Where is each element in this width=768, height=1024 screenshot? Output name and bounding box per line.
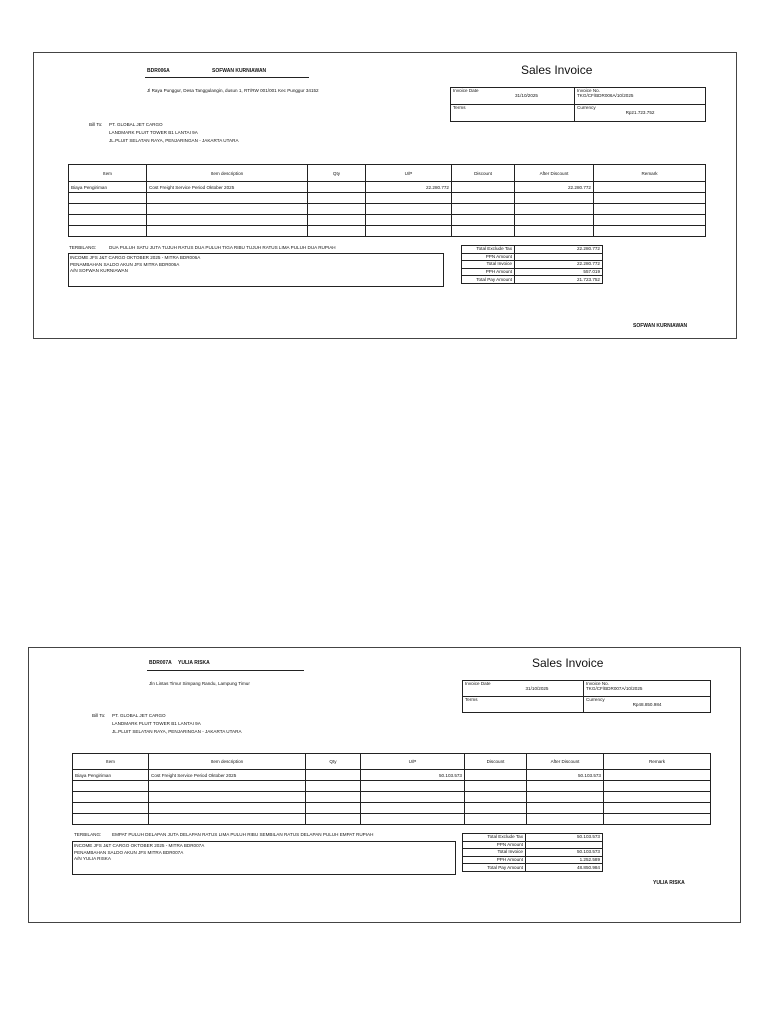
total-exclude-tax-row <box>462 246 603 254</box>
invoice-no-label: Invoice No. <box>577 88 600 93</box>
cell-unit-price <box>361 792 465 803</box>
cell-unit-price: 22.280.772 <box>366 182 452 193</box>
partner-name: YULIA RISKA <box>178 660 210 666</box>
col-header-qty: Qty <box>308 165 366 182</box>
cell-item <box>69 204 147 215</box>
cell-remark <box>594 182 706 193</box>
cell-discount <box>465 770 527 781</box>
invoice-date-value: 31/10/2025 <box>525 686 549 691</box>
invoice-info-table <box>462 680 711 713</box>
cell-description: Cost Freight Service Period Oktober 2025 <box>149 770 306 781</box>
total-invoice-row <box>463 849 603 857</box>
total-exclude-tax-row <box>463 834 603 842</box>
cell-remark <box>594 193 706 204</box>
cell-item <box>69 193 147 204</box>
cell-after-discount <box>515 226 594 237</box>
total-invoice-value: 50.103.573 <box>526 849 603 857</box>
total-invoice-value: 22.280.772 <box>515 261 603 269</box>
cell-after-discount <box>515 193 594 204</box>
bill-to-line-1: PT. GLOBAL JET CARGO <box>112 713 166 718</box>
signature-name: YULIA RISKA <box>653 880 685 886</box>
table-row <box>73 814 711 825</box>
currency-value: Rp21.723.752 <box>625 110 655 115</box>
total-pay-amount-label: Total Pay Amount <box>463 864 526 872</box>
bill-to-line-3: JL.PLUIT SELATAN RAYA, PENJARINGAN - JAKARTA UTARA <box>109 138 239 143</box>
bill-to-line-2: LANDMARK PLUIT TOWER B1 LANTAI 9A <box>112 721 201 726</box>
bill-to-line-1: PT. GLOBAL JET CARGO <box>109 122 163 127</box>
cell-description <box>147 226 308 237</box>
cell-item <box>69 215 147 226</box>
cell-item <box>73 803 149 814</box>
terms-cell <box>451 105 575 122</box>
totals-table <box>461 245 603 284</box>
currency-label: Currency <box>577 105 596 110</box>
cell-qty <box>306 770 361 781</box>
cell-remark <box>594 215 706 226</box>
total-pay-amount-row <box>463 864 603 872</box>
col-header-remark: Remark <box>594 165 706 182</box>
terbilang-label: TERBILANG: <box>69 245 97 250</box>
cell-unit-price <box>361 781 465 792</box>
items-table <box>72 753 711 825</box>
cell-remark <box>594 204 706 215</box>
cell-qty <box>306 814 361 825</box>
invoice-1 <box>33 52 737 339</box>
cell-after-discount <box>527 792 604 803</box>
cell-remark <box>604 803 711 814</box>
total-pay-amount-label: Total Pay Amount <box>462 276 515 284</box>
cell-unit-price <box>366 215 452 226</box>
total-pay-amount-value: 21.723.752 <box>515 276 603 284</box>
cell-unit-price: 50.103.573 <box>361 770 465 781</box>
pph-amount-value: 1.252.589 <box>526 856 603 864</box>
col-header-unit-price: U/P <box>366 165 452 182</box>
partner-code: BDR007A <box>149 660 172 666</box>
cell-discount <box>452 215 515 226</box>
ppn-amount-value <box>515 253 603 261</box>
pph-amount-row <box>462 268 603 276</box>
cell-item <box>73 792 149 803</box>
total-invoice-label: Total Invoice <box>463 849 526 857</box>
table-row <box>73 770 711 781</box>
cell-remark <box>604 792 711 803</box>
cell-description: Cost Freight Service Period Oktober 2025 <box>147 182 308 193</box>
cell-qty <box>306 781 361 792</box>
cell-unit-price <box>366 193 452 204</box>
cell-after-discount <box>527 803 604 814</box>
col-header-qty: Qty <box>306 754 361 770</box>
pph-amount-label: PPH Amount <box>463 856 526 864</box>
header-underline <box>147 670 304 671</box>
invoice-no-value: TKG/CF/BDR006A/10/2025 <box>577 93 634 98</box>
invoice-title: Sales Invoice <box>521 63 593 77</box>
cell-discount <box>465 792 527 803</box>
note-line-1: INCOME JFS J&T CARGO OKTOBER 2025 - MITRA BDR006A <box>70 255 201 260</box>
total-invoice-row <box>462 261 603 269</box>
currency-cell <box>584 697 711 713</box>
cell-discount <box>452 226 515 237</box>
bill-to-line-2: LANDMARK PLUIT TOWER B1 LANTAI 9A <box>109 130 198 135</box>
cell-description <box>149 792 306 803</box>
terms-label: Terms <box>465 697 478 702</box>
cell-after-discount: 50.103.573 <box>527 770 604 781</box>
currency-value: Rp48.850.984 <box>632 702 662 707</box>
note-line-1: INCOME JFS J&T CARGO OKTOBER 2025 - MITRA BDR007A <box>74 843 205 848</box>
col-header-remark: Remark <box>604 754 711 770</box>
pph-amount-row <box>463 856 603 864</box>
col-header-description: Item description <box>149 754 306 770</box>
table-row <box>69 226 706 237</box>
table-row <box>73 792 711 803</box>
invoice-date-cell <box>451 88 575 105</box>
cell-after-discount <box>515 204 594 215</box>
total-pay-amount-value: 48.850.984 <box>526 864 603 872</box>
cell-unit-price <box>361 803 465 814</box>
table-row <box>69 193 706 204</box>
invoice-date-label: Invoice Date <box>465 681 491 686</box>
note-line-2: PENAMBAHAN SALDO AKUN JFS MITRA BDR006A <box>70 261 180 267</box>
cell-item <box>73 781 149 792</box>
ppn-amount-label: PPN Amount <box>462 253 515 261</box>
cell-unit-price <box>361 814 465 825</box>
cell-remark <box>604 814 711 825</box>
items-header-row <box>69 165 706 182</box>
cell-remark <box>604 781 711 792</box>
cell-qty <box>308 215 366 226</box>
terbilang-text: EMPAT PULUH DELAPAN JUTA DELAPAN RATUS LIMA PULUH RIBU SEMBILAN RATUS DELAPAN PULUH EMPAT RUPIAH <box>112 832 374 837</box>
cell-unit-price <box>366 204 452 215</box>
cell-discount <box>465 781 527 792</box>
total-exclude-tax-value: 50.103.573 <box>526 834 603 842</box>
totals-table <box>462 833 603 872</box>
total-exclude-tax-label: Total Exclude Tax <box>462 246 515 254</box>
pph-amount-value: 557.019 <box>515 268 603 276</box>
invoice-title: Sales Invoice <box>532 656 604 670</box>
terms-cell <box>463 697 584 713</box>
header-underline <box>145 77 309 78</box>
invoice-info-table <box>450 87 706 122</box>
table-row <box>69 215 706 226</box>
cell-item: Biaya Pengiriman <box>73 770 149 781</box>
col-header-after-discount: After Discount <box>527 754 604 770</box>
cell-qty <box>308 182 366 193</box>
cell-qty <box>306 792 361 803</box>
currency-label: Currency <box>586 697 605 702</box>
invoice-no-cell <box>575 88 706 105</box>
total-exclude-tax-label: Total Exclude Tax <box>463 834 526 842</box>
terbilang-text: DUA PULUH SATU JUTA TUJUH RATUS DUA PULUH TIGA RIBU TUJUH RATUS LIMA PULUH DUA RUPIAH <box>109 245 336 250</box>
cell-after-discount: 22.280.772 <box>515 182 594 193</box>
cell-qty <box>308 193 366 204</box>
invoice-2 <box>28 647 741 923</box>
cell-after-discount <box>527 781 604 792</box>
terbilang-label: TERBILANG: <box>74 832 102 837</box>
cell-description <box>149 781 306 792</box>
cell-description <box>149 814 306 825</box>
total-invoice-label: Total Invoice <box>462 261 515 269</box>
note-line-3: A/N SOFWAN KURNIAWAN <box>70 268 128 274</box>
invoice-date-label: Invoice Date <box>453 88 479 93</box>
cell-unit-price <box>366 226 452 237</box>
table-row <box>73 803 711 814</box>
invoice-date-cell <box>463 681 584 697</box>
cell-remark <box>604 770 711 781</box>
ppn-amount-label: PPN Amount <box>463 841 526 849</box>
partner-name: SOFWAN KURNIAWAN <box>212 68 267 74</box>
col-header-discount: Discount <box>452 165 515 182</box>
currency-cell <box>575 105 706 122</box>
col-header-item: Item <box>69 165 147 182</box>
pph-amount-label: PPH Amount <box>462 268 515 276</box>
col-header-description: Item description <box>147 165 308 182</box>
cell-discount <box>452 204 515 215</box>
table-row <box>73 781 711 792</box>
cell-after-discount <box>515 215 594 226</box>
bill-to-label: Bill To: <box>89 122 103 127</box>
cell-description <box>147 193 308 204</box>
payment-notes <box>68 253 444 287</box>
cell-qty <box>308 226 366 237</box>
items-table <box>68 164 706 237</box>
total-pay-amount-row <box>462 276 603 284</box>
col-header-after-discount: After Discount <box>515 165 594 182</box>
partner-code: BDR006A <box>147 68 170 74</box>
table-row <box>69 182 706 193</box>
col-header-item: Item <box>73 754 149 770</box>
terms-label: Terms <box>453 105 466 110</box>
bill-to-label: Bill To: <box>92 713 106 718</box>
ppn-amount-row <box>462 253 603 261</box>
invoice-no-value: TKG/CF/BDR007A/10/2025 <box>586 686 643 691</box>
invoice-date-value: 31/10/2025 <box>515 93 538 98</box>
cell-remark <box>594 226 706 237</box>
partner-address: Jln Lintas Timur Simpang Randu, Lampung Timur <box>149 681 250 686</box>
payment-notes <box>72 841 456 875</box>
note-line-2: PENAMBAHAN SALDO AKUN JFS MITRA BDR007A <box>74 849 184 855</box>
ppn-amount-row <box>463 841 603 849</box>
invoice-no-cell <box>584 681 711 697</box>
cell-after-discount <box>527 814 604 825</box>
cell-discount <box>452 182 515 193</box>
cell-description <box>149 803 306 814</box>
partner-address: Jl Raya Punggur, Desa Tanggulangin, dusun 1, RT/RW 001/001 Kec Punggur 34152 <box>147 88 319 93</box>
bill-to-line-3: JL.PLUIT SELATAN RAYA, PENJARINGAN - JAKARTA UTARA <box>112 729 242 734</box>
cell-discount <box>465 803 527 814</box>
cell-item <box>69 226 147 237</box>
table-row <box>69 204 706 215</box>
cell-discount <box>452 193 515 204</box>
note-line-3: A/N YULIA RISKA <box>74 856 111 862</box>
cell-description <box>147 204 308 215</box>
items-header-row <box>73 754 711 770</box>
ppn-amount-value <box>526 841 603 849</box>
col-header-unit-price: U/P <box>361 754 465 770</box>
cell-qty <box>308 204 366 215</box>
cell-item: Biaya Pengiriman <box>69 182 147 193</box>
col-header-discount: Discount <box>465 754 527 770</box>
cell-qty <box>306 803 361 814</box>
cell-discount <box>465 814 527 825</box>
invoice-no-label: Invoice No. <box>586 681 609 686</box>
cell-description <box>147 215 308 226</box>
cell-item <box>73 814 149 825</box>
signature-name: SOFWAN KURNIAWAN <box>633 323 688 329</box>
total-exclude-tax-value: 22.280.772 <box>515 246 603 254</box>
